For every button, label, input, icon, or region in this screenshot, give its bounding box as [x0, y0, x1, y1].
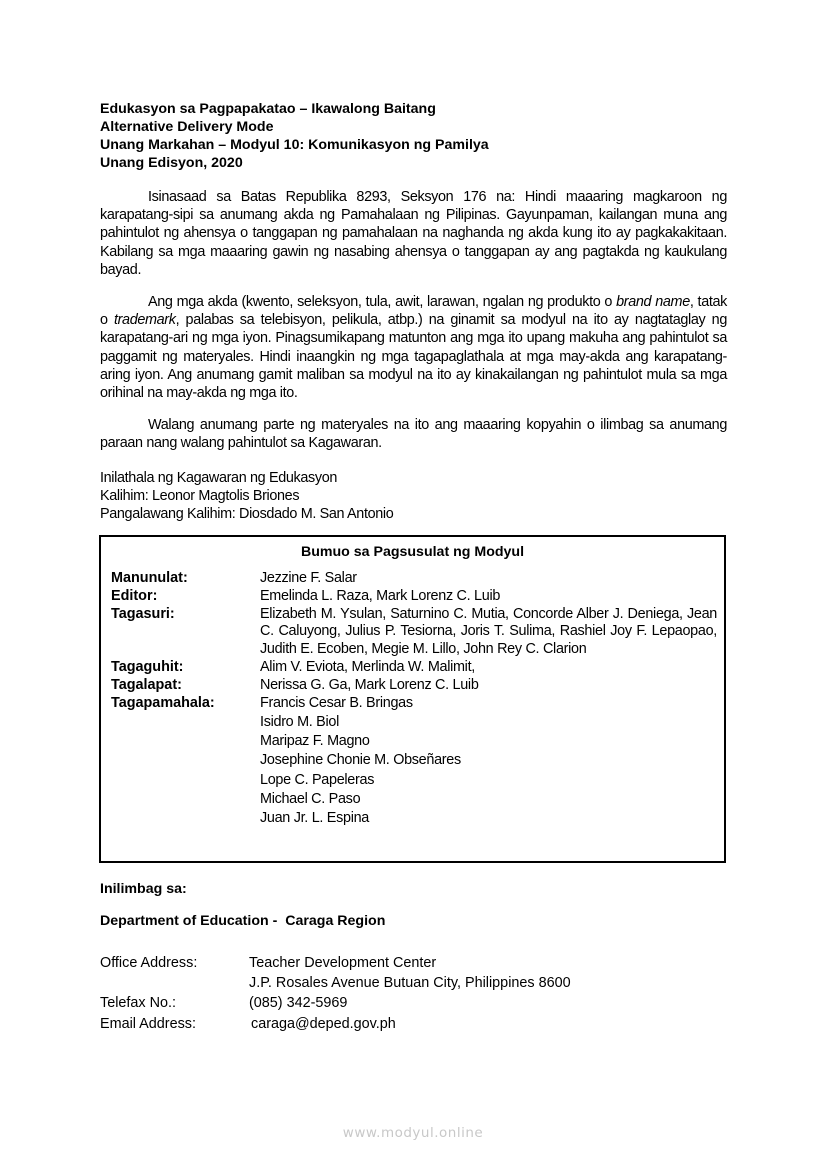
credits-row — [111, 659, 717, 677]
credits-role: Tagapamahala: — [111, 694, 215, 711]
manager-name: Lope C. Papeleras — [260, 771, 375, 788]
credits-role: Editor: — [111, 587, 158, 604]
manager-name: Josephine Chonie M. Obseñares — [260, 752, 461, 769]
email-row — [100, 1014, 571, 1034]
office-address-row — [100, 953, 571, 973]
credits-role: Tagasuri: — [111, 605, 175, 622]
secretary-line: Kalihim: Leonor Magtolis Briones — [100, 488, 300, 504]
email-value[interactable]: caraga@deped.gov.ph — [251, 1015, 396, 1032]
credits-names: Alim V. Eviota, Merlinda W. Malimit, — [260, 658, 475, 675]
credits-row-managers — [111, 695, 717, 829]
delivery-mode: Alternative Delivery Mode — [100, 119, 274, 135]
office-address-label: Office Address: — [100, 955, 198, 971]
printed-by-label: Inilimbag sa: — [100, 881, 187, 897]
module-title: Unang Markahan – Modyul 10: Komunikasyon ng Pamilya — [100, 137, 489, 153]
office-address-row-2 — [100, 973, 571, 993]
managers-list — [260, 695, 717, 829]
department-name: Department of Education - Caraga Region — [100, 913, 386, 929]
copyright-paragraph-1: Isinasaad sa Batas Republika 8293, Seksyon 176 na: Hindi maaaring magkaroon ng karapatang-sipi sa anumang akda ng Pamahalaan ng Pilipinas. Gayunpaman, kailangan muna ang pahintulot ng ahensya o tanggapan ng pamahalaan na naghanda ng akda kung ito ay pagkakakitaan. Kabilang sa mga maaaring gawin ng nasabing ahensya o tanggapan ay ang pagtakda ng kaukulang bayad. — [100, 189, 727, 278]
credits-role: Tagalapat: — [111, 676, 182, 693]
publisher-block — [100, 469, 393, 523]
credits-names: Elizabeth M. Ysulan, Saturnino C. Mutia, Concorde Alber J. Deniega, Jean C. Caluyong, Julius P. Tesiorna, Joris T. Sulima, Rashiel Joy F. Lepaopao, Judith E. Ecoben, Megie M. Lillo, John Rey C. Clarion — [260, 605, 717, 658]
copyright-paragraph-3: Walang anumang parte ng materyales na ito ang maaaring kopyahin o ilimbag sa anumang paraan nang walang pahintulot sa Kagawaran. — [100, 417, 727, 452]
watermark: www.modyul.online — [342, 1125, 484, 1141]
telefax-row — [100, 993, 571, 1013]
credits-names: Nerissa G. Ga, Mark Lorenz C. Luib — [260, 676, 479, 693]
credits-row — [111, 570, 717, 588]
manager-name: Juan Jr. L. Espina — [260, 810, 369, 827]
manager-name: Francis Cesar B. Bringas — [260, 694, 413, 711]
manager-name: Isidro M. Biol — [260, 713, 339, 730]
credits-role: Manunulat: — [111, 570, 188, 586]
credits-names: Jezzine F. Salar — [260, 570, 357, 586]
telefax-value: (085) 342-5969 — [249, 995, 348, 1012]
telefax-label: Telefax No.: — [100, 995, 176, 1012]
manager-name: Maripaz F. Magno — [260, 733, 370, 750]
manager-name: Michael C. Paso — [260, 791, 361, 808]
office-address-line1: Teacher Development Center — [249, 955, 437, 971]
credits-role: Tagaguhit: — [111, 658, 184, 675]
credits-row — [111, 588, 717, 606]
email-label: Email Address: — [100, 1015, 196, 1032]
credits-row — [111, 677, 717, 695]
credits-box — [99, 535, 726, 863]
credits-row — [111, 606, 717, 659]
office-address-line2: J.P. Rosales Avenue Butuan City, Philippines 8600 — [249, 975, 571, 992]
undersecretary-line: Pangalawang Kalihim: Diosdado M. San Antonio — [100, 506, 394, 522]
credits-table — [111, 570, 717, 828]
copyright-paragraph-2: Ang mga akda (kwento, seleksyon, tula, awit, larawan, ngalan ng produkto o brand name, tatak o trademark, palabas sa telebisyon, pelikula, atbp.) na ginamit sa modyul na ito ay nagtataglay ng karapatang-ari ng mga iyon. Pinagsumikapang matunton ang mga ito upang makuha ang pahintulot sa paggamit ng materyales. Hindi inaangkin ng mga tagapaglathala at mga may-akda ang karapatang-aring iyon. Ang anumang gamit maliban sa modyul na ito ay kinakailangan ng pahintulot mula sa mga orihinal na may-akda ng mga ito. — [100, 294, 727, 402]
document-header — [100, 100, 489, 172]
credits-names: Emelinda L. Raza, Mark Lorenz C. Luib — [260, 587, 501, 604]
credits-title: Bumuo sa Pagsusulat ng Modyul — [300, 544, 525, 560]
contact-block — [100, 953, 571, 1034]
publisher-line: Inilathala ng Kagawaran ng Edukasyon — [100, 470, 338, 486]
subject-title: Edukasyon sa Pagpapakatao – Ikawalong Baitang — [100, 101, 436, 117]
edition: Unang Edisyon, 2020 — [100, 155, 243, 171]
